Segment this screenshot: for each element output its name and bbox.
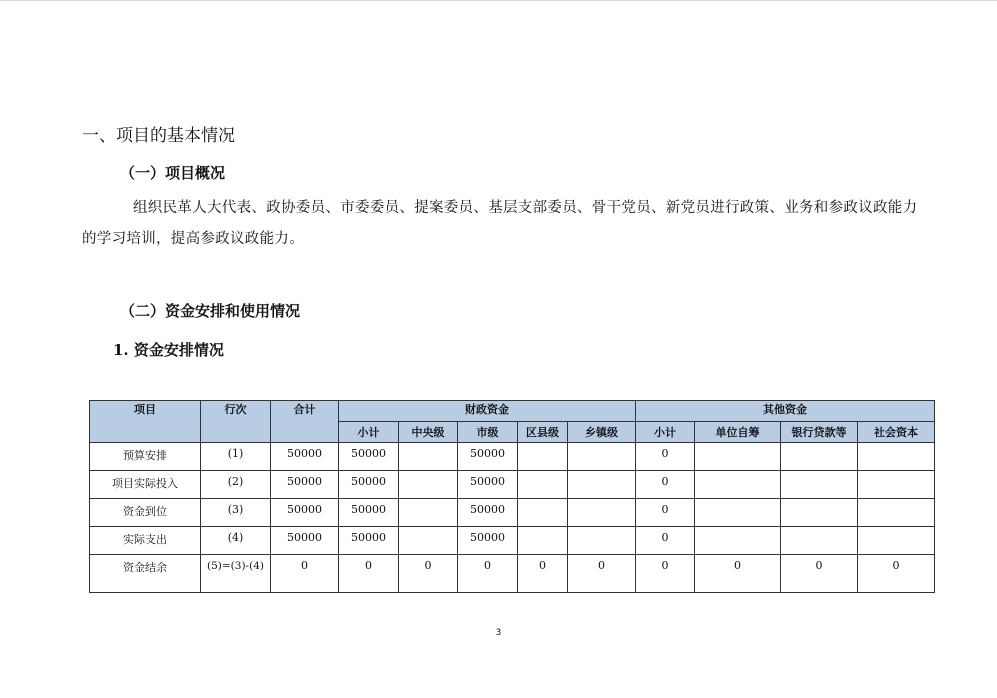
cell-fiscal-central: 0 <box>399 555 458 593</box>
cell-fiscal-subtotal: 50000 <box>339 499 399 527</box>
cell-other-bank-loan <box>781 471 858 499</box>
cell-fiscal-central <box>399 499 458 527</box>
section-title: 一、项目的基本情况 <box>82 126 235 146</box>
overview-paragraph: 组织民革人大代表、政协委员、市委委员、提案委员、基层支部委员、骨干党员、新党员进行政策、业务和参政议政能力的学习培训，提高参政议政能力。 <box>82 200 918 247</box>
cell-other-bank-loan: 0 <box>781 555 858 593</box>
cell-other-self-raised <box>695 499 781 527</box>
cell-item: 资金到位 <box>90 499 201 527</box>
table-row <box>90 555 935 593</box>
header-other-self-raised: 单位自筹 <box>695 422 781 443</box>
cell-total: 50000 <box>271 443 339 471</box>
header-other-social-capital: 社会资本 <box>858 422 935 443</box>
table-row <box>90 499 935 527</box>
cell-other-subtotal: 0 <box>636 499 695 527</box>
cell-fiscal-district <box>518 527 568 555</box>
header-item: 项目 <box>90 401 201 443</box>
cell-other-self-raised: 0 <box>695 555 781 593</box>
cell-other-self-raised <box>695 443 781 471</box>
cell-fiscal-central <box>399 443 458 471</box>
cell-fiscal-district: 0 <box>518 555 568 593</box>
cell-other-subtotal: 0 <box>636 527 695 555</box>
cell-other-subtotal: 0 <box>636 471 695 499</box>
cell-other-social-capital <box>858 471 935 499</box>
cell-fiscal-district <box>518 443 568 471</box>
table-row <box>90 527 935 555</box>
cell-fiscal-township <box>568 471 636 499</box>
cell-fiscal-central <box>399 471 458 499</box>
header-fiscal-township: 乡镇级 <box>568 422 636 443</box>
header-fiscal-central: 中央级 <box>399 422 458 443</box>
cell-fiscal-township <box>568 499 636 527</box>
cell-fiscal-district <box>518 499 568 527</box>
cell-row-no: (3) <box>201 499 271 527</box>
cell-item: 预算安排 <box>90 443 201 471</box>
funding-subheading: 1. 资金安排情况 <box>113 341 224 359</box>
page-number: 3 <box>495 628 502 638</box>
cell-fiscal-city: 50000 <box>458 443 518 471</box>
table-row <box>90 471 935 499</box>
header-other: 其他资金 <box>636 401 935 422</box>
cell-other-subtotal: 0 <box>636 555 695 593</box>
cell-other-social-capital <box>858 527 935 555</box>
cell-item: 项目实际投入 <box>90 471 201 499</box>
cell-row-no: (1) <box>201 443 271 471</box>
cell-fiscal-township <box>568 443 636 471</box>
cell-total: 50000 <box>271 471 339 499</box>
cell-fiscal-city: 0 <box>458 555 518 593</box>
table-row <box>90 443 935 471</box>
cell-fiscal-city: 50000 <box>458 527 518 555</box>
cell-other-social-capital <box>858 443 935 471</box>
header-total: 合计 <box>271 401 339 443</box>
cell-total: 50000 <box>271 527 339 555</box>
cell-item: 实际支出 <box>90 527 201 555</box>
cell-row-no: (5)=(3)-(4) <box>201 555 271 593</box>
cell-fiscal-city: 50000 <box>458 499 518 527</box>
cell-fiscal-subtotal: 50000 <box>339 443 399 471</box>
cell-total: 0 <box>271 555 339 593</box>
cell-other-self-raised <box>695 527 781 555</box>
cell-item: 资金结余 <box>90 555 201 593</box>
cell-fiscal-township: 0 <box>568 555 636 593</box>
cell-fiscal-district <box>518 471 568 499</box>
cell-fiscal-city: 50000 <box>458 471 518 499</box>
header-fiscal-district: 区县级 <box>518 422 568 443</box>
cell-other-subtotal: 0 <box>636 443 695 471</box>
header-fiscal-subtotal: 小计 <box>339 422 399 443</box>
cell-other-social-capital <box>858 499 935 527</box>
cell-row-no: (4) <box>201 527 271 555</box>
cell-other-self-raised <box>695 471 781 499</box>
cell-row-no: (2) <box>201 471 271 499</box>
cell-fiscal-central <box>399 527 458 555</box>
cell-fiscal-subtotal: 50000 <box>339 527 399 555</box>
header-row-no: 行次 <box>201 401 271 443</box>
funding-table <box>89 400 935 593</box>
header-other-bank-loan: 银行贷款等 <box>781 422 858 443</box>
cell-fiscal-subtotal: 50000 <box>339 471 399 499</box>
cell-other-bank-loan <box>781 499 858 527</box>
cell-fiscal-township <box>568 527 636 555</box>
page-top-border <box>0 0 997 1</box>
overview-heading: （一）项目概况 <box>120 164 226 182</box>
header-other-subtotal: 小计 <box>636 422 695 443</box>
header-fiscal: 财政资金 <box>339 401 636 422</box>
cell-total: 50000 <box>271 499 339 527</box>
cell-other-bank-loan <box>781 443 858 471</box>
cell-other-social-capital: 0 <box>858 555 935 593</box>
cell-fiscal-subtotal: 0 <box>339 555 399 593</box>
funding-heading: （二）资金安排和使用情况 <box>120 302 301 320</box>
header-fiscal-city: 市级 <box>458 422 518 443</box>
cell-other-bank-loan <box>781 527 858 555</box>
